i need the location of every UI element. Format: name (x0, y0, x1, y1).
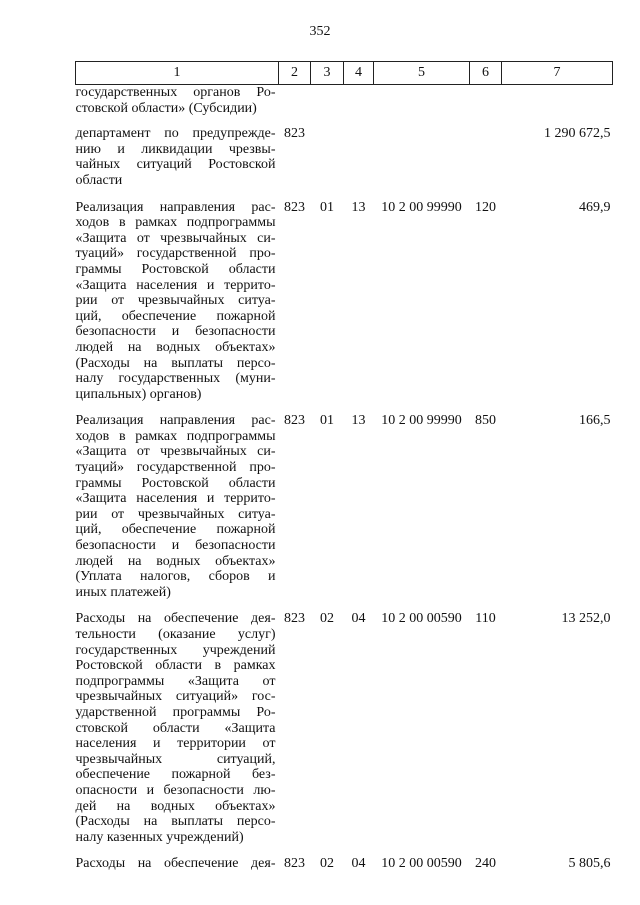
expense-name-line: Расходы на обеспечение дея- (75, 611, 276, 627)
header-col-2: 2 (279, 62, 311, 85)
expense-name-cell (76, 856, 279, 872)
expense-name-line: чрезвычайных ситуаций» гос- (75, 689, 276, 705)
amount-cell (502, 85, 613, 127)
expense-name-line: иных платежей) (75, 584, 171, 600)
table-row (76, 611, 613, 856)
ministry-code-cell: 823 (284, 199, 305, 215)
target-article-cell: 10 2 00 99990 (381, 413, 462, 429)
expense-name-line: людей на водных объектах» (75, 339, 276, 355)
ministry-code-cell: 823 (284, 856, 305, 872)
expense-name-line: (Расходы на выплаты персо- (75, 355, 276, 371)
expense-name-line: населения и территории от (75, 736, 276, 752)
section-code-cell (311, 126, 344, 199)
ministry-code-cell: 823 (284, 611, 305, 627)
expense-name-line: чрезвычайных ситуаций, (75, 751, 276, 767)
amount-cell: 5 805,6 (568, 856, 611, 872)
target-article-cell: 10 2 00 99990 (381, 199, 462, 215)
expense-name-cell (76, 611, 279, 856)
expense-name-line: налу государственных (муни- (75, 371, 276, 387)
subsection-code-cell (344, 126, 374, 199)
expense-name-cell (76, 85, 279, 127)
budget-table (75, 61, 613, 872)
section-code-cell: 02 (320, 856, 334, 872)
expense-name-line: (Уплата налогов, сборов и (75, 569, 276, 585)
section-code-cell: 01 (320, 413, 334, 429)
expense-name-line: рии от чрезвычайных ситуа- (75, 506, 276, 522)
expense-name-cell (76, 200, 279, 414)
expense-name-line: стовской области» (Субсидии) (75, 100, 257, 116)
expense-name-line: стовской области «Защита (75, 720, 276, 736)
header-col-7: 7 (502, 62, 613, 85)
expense-name-line: Реализация направления рас- (75, 199, 276, 215)
expense-name-line: ций, обеспечение пожарной (75, 522, 276, 538)
expense-name-line: «Защита населения и террито- (75, 277, 276, 293)
target-article-cell: 10 2 00 00590 (381, 856, 462, 872)
expense-name-line: обеспечение пожарной без- (75, 767, 276, 783)
table-row (76, 85, 613, 127)
expense-name-line: тельности (оказание услуг) (75, 627, 276, 642)
expense-name-line: «Защита от чрезвычайных си- (75, 230, 276, 246)
header-row (76, 62, 613, 85)
expense-name-cell (76, 126, 279, 199)
expense-name-line: рии от чрезвычайных ситуа- (75, 293, 276, 309)
header-col-4: 4 (344, 62, 374, 85)
expense-name-line: безопасности и безопасности (75, 324, 276, 340)
table-row (76, 200, 613, 414)
expense-name-line: «Защита от чрезвычайных си- (75, 444, 276, 460)
expense-type-cell: 240 (475, 856, 496, 872)
expense-name-line: департамент по предупрежде- (75, 126, 276, 142)
expense-name-line: чайных ситуаций Ростовской (75, 157, 276, 173)
expense-name-line: области (75, 172, 123, 188)
expense-name-line: ципальных) органов) (75, 386, 202, 402)
expense-name-line: ходов в рамках подпрограммы (75, 215, 276, 231)
expense-type-cell: 850 (475, 413, 496, 429)
expense-type-cell (470, 85, 502, 127)
subsection-code-cell: 13 (351, 413, 366, 429)
amount-cell: 13 252,0 (561, 611, 611, 627)
expense-name-line: Реализация направления рас- (75, 413, 276, 429)
expense-name-line: государственных органов Ро- (75, 85, 276, 100)
target-article-cell (374, 85, 470, 127)
expense-name-line: опасности и безопасности лю- (75, 782, 276, 798)
expense-name-line: граммы Ростовской области (75, 475, 276, 491)
expense-name-line: Расходы на обеспечение дея- (75, 856, 276, 872)
expense-name-line: ударственной программы Ро- (75, 704, 276, 720)
header-col-3: 3 (311, 62, 344, 85)
expense-name-line: нию и ликвидации чрезвы- (75, 141, 276, 157)
ministry-code-cell (279, 85, 311, 127)
header-col-6: 6 (470, 62, 502, 85)
amount-cell: 166,5 (579, 413, 611, 429)
expense-name-line: дей на водных объектах» (75, 798, 276, 814)
subsection-code-cell: 04 (351, 611, 366, 627)
ministry-code-cell: 823 (284, 413, 305, 429)
section-code-cell: 01 (320, 199, 334, 215)
expense-name-line: граммы Ростовской области (75, 261, 276, 277)
subsection-code-cell: 13 (351, 199, 366, 215)
expense-name-line: ходов в рамках подпрограммы (75, 428, 276, 444)
expense-name-line: государственных учреждений (75, 642, 276, 658)
expense-name-line: Ростовской области в рамках (75, 658, 276, 674)
expense-name-line: «Защита населения и террито- (75, 491, 276, 507)
expense-name-line: людей на водных объектах» (75, 553, 276, 569)
expense-type-cell (470, 126, 502, 199)
expense-name-line: (Расходы на выплаты персо- (75, 814, 276, 830)
table-row (76, 413, 613, 611)
expense-type-cell: 110 (475, 611, 496, 627)
amount-cell: 1 290 672,5 (544, 126, 611, 142)
subsection-code-cell: 04 (351, 856, 366, 872)
expense-name-line: туаций» государственной про- (75, 246, 276, 262)
target-article-cell: 10 2 00 00590 (381, 611, 462, 627)
expense-name-line: подпрограммы «Защита от (75, 673, 276, 689)
table-row (76, 856, 613, 872)
section-code-cell (311, 85, 344, 127)
expense-name-line: туаций» государственной про- (75, 460, 276, 476)
target-article-cell (374, 126, 470, 199)
page-number: 352 (309, 24, 331, 39)
ministry-code-cell: 823 (284, 126, 305, 142)
header-col-5: 5 (374, 62, 470, 85)
table-row (76, 126, 613, 199)
header-col-1: 1 (76, 62, 279, 85)
expense-name-line: безопасности и безопасности (75, 538, 276, 554)
expense-type-cell: 120 (475, 199, 496, 215)
section-code-cell: 02 (320, 611, 334, 627)
expense-name-cell (76, 413, 279, 611)
amount-cell: 469,9 (579, 199, 611, 215)
expense-name-line: ций, обеспечение пожарной (75, 308, 276, 324)
subsection-code-cell (344, 85, 374, 127)
expense-name-line: налу казенных учреждений) (75, 829, 244, 845)
